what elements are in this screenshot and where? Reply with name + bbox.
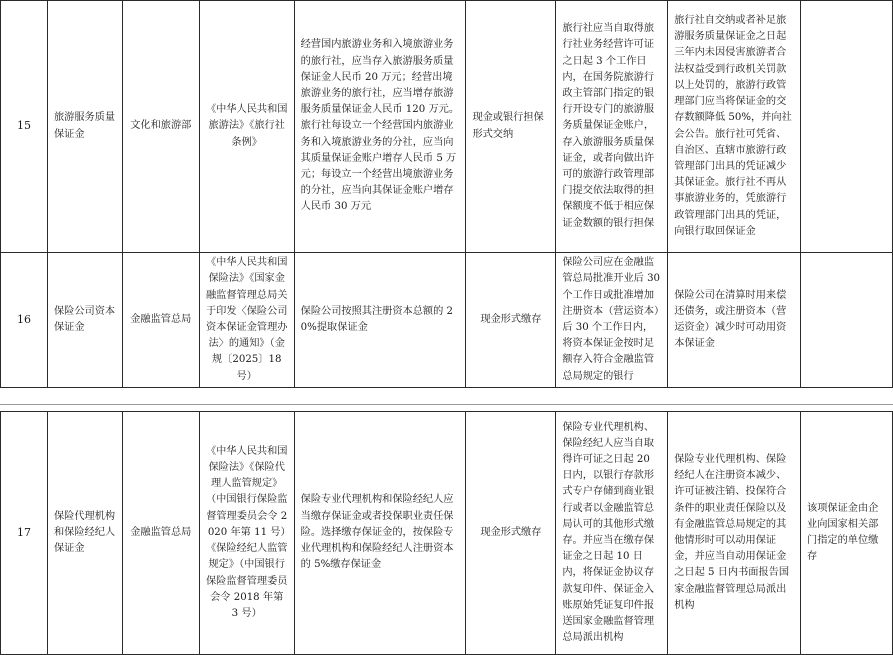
table-row bbox=[1, 412, 893, 655]
legal-basis: 《中华人民共和国保险法》《保险代理人监管规定》（中国银行保险监督管理委员会令 2020 年第 11 号）《保险经纪人监管规定》（中国银行保险监督管理委员会令 2018 年第 3 号） bbox=[199, 412, 294, 655]
refund-conditions: 保险专业代理机构、保险经纪人在注册资本减少、许可证被注销、投保符合条件的职业责任保险以及有金融监管总局规定的其他情形时可以动用保证金，并应当自动用保证金之日起 5 日内书面报告国家金融监督管理总局派出机构 bbox=[668, 412, 801, 655]
note bbox=[801, 1, 893, 253]
department: 金融监管总局 bbox=[122, 253, 199, 388]
legal-basis: 《中华人民共和国保险法》《国家金融监督管理总局关于印发〈保险公司资本保证金管理办法〉的通知》（金规〔2025〕18 号） bbox=[199, 253, 294, 388]
row-number: 15 bbox=[1, 1, 48, 253]
deposit-name: 旅游服务质量保证金 bbox=[47, 1, 122, 253]
deposit-form: 现金形式缴存 bbox=[466, 412, 556, 655]
row-number: 17 bbox=[1, 412, 48, 655]
refund-conditions: 旅行社自交纳或者补足旅游服务质量保证金之日起三年内未因侵害旅游者合法权益受到行政机关罚款以上处罚的，旅游行政管理部门应当将保证金的交存数额降低 50%，并向社会公告。旅行社可凭省、自治区、直辖市旅游行政管理部门出具的凭证减少其保证金。旅行社不再从事旅游业务的，凭旅游行政管理部门出具的凭证，向银行取回保证金 bbox=[668, 1, 801, 253]
note: 该项保证金由企业向国家相关部门指定的单位缴存 bbox=[801, 412, 893, 655]
refund-conditions: 保险公司在清算时用来偿还债务，或注册资本（营运资金）减少时可动用资本保证金 bbox=[668, 253, 801, 388]
deposit-timing: 保险公司应在金融监管总局批准开业后 30 个工作日或批准增加注册资本（营运资本）后 30 个工作日内，将资本保证金按时足额存入符合金融监管总局规定的银行 bbox=[556, 253, 668, 388]
deposit-standard: 保险专业代理机构和保险经纪人应当缴存保证金或者投保职业责任保险。选择缴存保证金的，按保险专业代理机构和保险经纪人注册资本的 5%缴存保证金 bbox=[294, 412, 466, 655]
department: 金融监管总局 bbox=[122, 412, 199, 655]
deposit-table-page-2 bbox=[0, 411, 893, 655]
deposit-timing: 保险专业代理机构、保险经纪人应当自取得许可证之日起 20 日内，以银行存款形式专户存储到商业银行或者以金融监管总局认可的其他形式缴存。并应当在缴存保证金之日起 10 日内，将保证金协议存款复印件、保证金入账原始凭证复印件报送国家金融监督管理总局派出机构 bbox=[556, 412, 668, 655]
table-row bbox=[1, 1, 893, 253]
deposit-name: 保险代理机构和保险经纪人保证金 bbox=[47, 412, 122, 655]
deposit-form: 现金或银行担保形式交纳 bbox=[466, 1, 556, 253]
deposit-timing: 旅行社应当自取得旅行社业务经营许可证之日起 3 个工作日内，在国务院旅游行政主管部门指定的银行开设专门的旅游服务质量保证金账户，存入旅游服务质量保证金，或者向做出许可的旅游行政管理部门提交依法取得的担保额度不低于相应保证金数额的银行担保 bbox=[556, 1, 668, 253]
deposit-form: 现金形式缴存 bbox=[466, 253, 556, 388]
deposit-standard: 保险公司按照其注册资本总额的 20%提取保证金 bbox=[294, 253, 466, 388]
note bbox=[801, 253, 893, 388]
row-number: 16 bbox=[1, 253, 48, 388]
deposit-name: 保险公司资本保证金 bbox=[47, 253, 122, 388]
department: 文化和旅游部 bbox=[122, 1, 199, 253]
deposit-standard: 经营国内旅游业务和入境旅游业务的旅行社，应当存入旅游服务质量保证金人民币 20 万元；经营出境旅游业务的旅行社，应当增存旅游服务质量保证金人民币 120 万元。旅行社每设立一个经营国内旅游业务和入境旅游业务的分社，应当向其质量保证金账户增存人民币 5 万元；每设立一个经营出境旅游业务的分社，应当向其保证金账户增存人民币 30 万元 bbox=[294, 1, 466, 253]
legal-basis: 《中华人民共和国旅游法》《旅行社条例》 bbox=[199, 1, 294, 253]
document-page-2 bbox=[0, 411, 893, 654]
table-row bbox=[1, 253, 893, 388]
